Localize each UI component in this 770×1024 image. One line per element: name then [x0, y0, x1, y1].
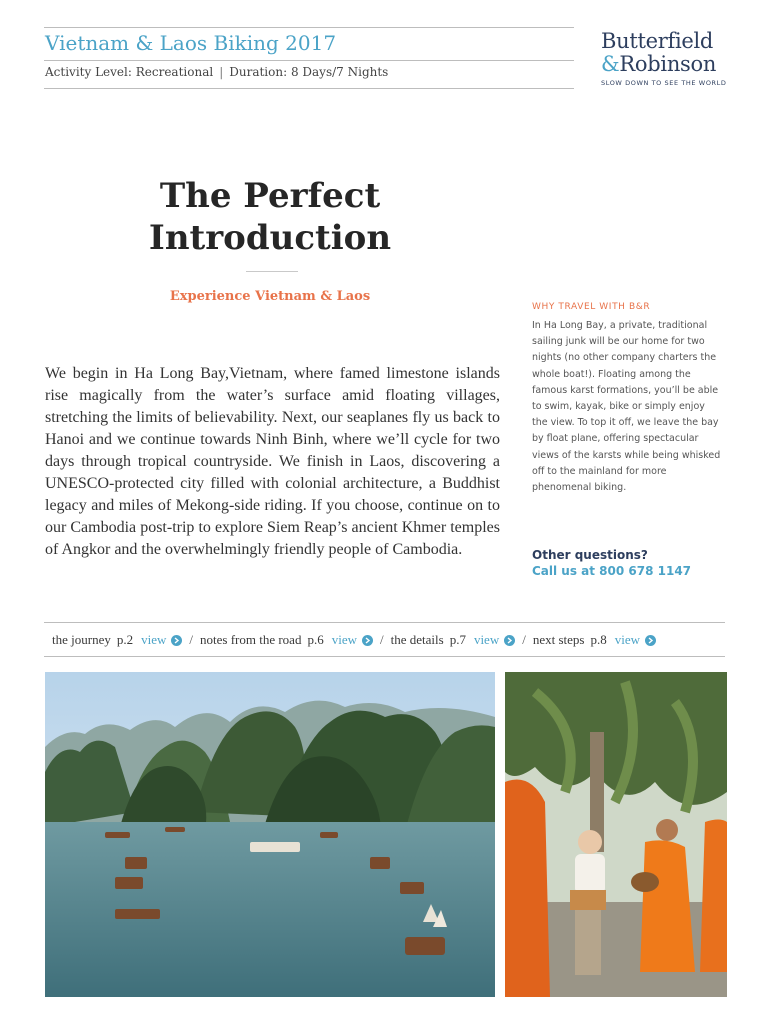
logo-tagline: SLOW DOWN TO SEE THE WORLD — [601, 79, 727, 87]
laos-monks-photo — [505, 672, 727, 997]
activity-level: Activity Level: Recreational — [45, 65, 214, 79]
why-travel-text: In Ha Long Bay, a private, traditional sailing junk will be our home for two nights (no other company charters the whole boat!). Floating among the famous karst formations, you’ll be able to swim, kayak, bike or simply enjoy the view. To top it off, we leave the bay by float plane, offering spectacular views of the karsts while being whisked off to the mainland for more phenomenal biking. — [532, 320, 721, 494]
title-divider — [246, 271, 298, 272]
nav-page: p.7 — [449, 632, 466, 647]
section-nav — [52, 632, 732, 648]
intro-paragraph: We begin in Ha Long Bay,Vietnam, where famed limestone islands rise magically from the water’s surface amid floating villages, stretching the limits of believability. Next, our seaplanes fly us back to Hanoi and we continue towards Ninh Binh, where we’ll cycle for two days through tropical countryside. We finish in Laos, discovering a UNESCO-protected city filled with colonial architecture, a Buddhist legacy and miles of Mekong-side riding. If you choose, continue on to our Cambodia post-trip to explore Siem Reap’s ancient Khmer temples of Angkor and the overwhelmingly friendly people of Cambodia. — [45, 365, 500, 558]
nav-label: the details — [390, 632, 444, 647]
duration: Duration: 8 Days/7 Nights — [229, 65, 389, 79]
nav-separator: / — [522, 632, 526, 647]
chevron-right-icon[interactable] — [504, 635, 515, 646]
contact-block — [532, 547, 691, 579]
nav-page: p.8 — [590, 632, 607, 647]
logo-line-2 — [601, 53, 731, 76]
nav-bottom-rule — [44, 656, 725, 657]
nav-separator: / — [379, 632, 384, 647]
chevron-right-icon[interactable] — [362, 635, 373, 646]
title-line-2: Introduction — [148, 218, 392, 258]
chevron-right-icon[interactable] — [171, 635, 182, 646]
nav-page: p.6 — [307, 632, 324, 647]
nav-item-next-steps — [533, 632, 656, 648]
nav-label: next steps — [532, 632, 585, 647]
logo-line-1: Butterfield — [601, 29, 714, 53]
nav-item-notes — [200, 632, 373, 648]
trip-title: Vietnam & Laos Biking 2017 — [45, 31, 337, 55]
nav-item-journey — [52, 632, 182, 648]
header-bottom-rule — [44, 88, 574, 89]
nav-separator: / — [189, 632, 193, 647]
page-subhead: Experience Vietnam & Laos — [169, 289, 371, 304]
nav-view-link-next-steps[interactable]: view — [614, 632, 641, 647]
nav-page: p.2 — [116, 632, 134, 647]
why-travel-sidebar — [532, 302, 722, 496]
halong-bay-photo — [45, 672, 495, 997]
nav-view-link-details[interactable]: view — [473, 632, 500, 647]
page-title — [60, 175, 480, 259]
logo-ampersand: & — [601, 52, 620, 76]
why-travel-label: WHY TRAVEL WITH B&R — [532, 302, 651, 312]
nav-top-rule — [44, 622, 725, 623]
meta-separator: | — [219, 65, 224, 79]
chevron-right-icon[interactable] — [645, 635, 656, 646]
other-questions: Other questions? — [532, 548, 648, 562]
nav-label: the journey — [52, 632, 111, 647]
nav-label: notes from the road — [200, 632, 302, 647]
header-top-rule — [44, 27, 574, 28]
brand-logo — [601, 30, 731, 87]
nav-item-details — [391, 632, 516, 648]
nav-view-link-journey[interactable]: view — [141, 632, 167, 647]
call-us-link[interactable]: Call us at 800 678 1147 — [532, 564, 692, 578]
logo-name: Robinson — [619, 52, 717, 76]
trip-meta — [45, 65, 388, 79]
title-line-1: The Perfect — [159, 176, 381, 216]
nav-view-link-notes[interactable]: view — [331, 632, 357, 647]
header-middle-rule — [44, 60, 574, 61]
